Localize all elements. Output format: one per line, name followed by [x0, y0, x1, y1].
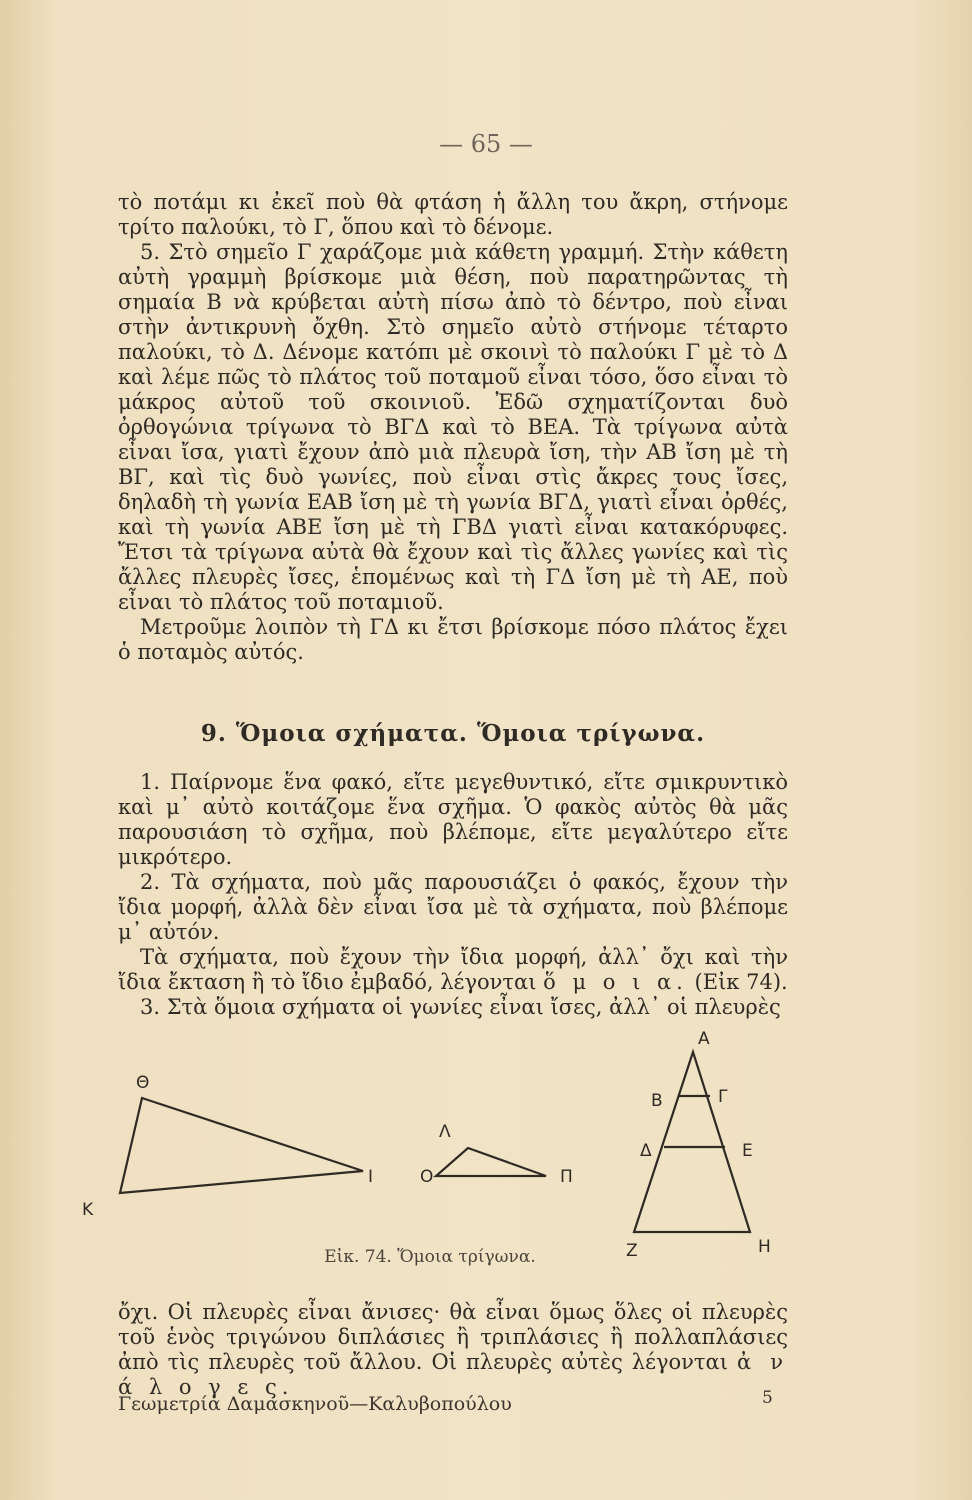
paragraph-definition — [118, 945, 788, 995]
figure-similar-triangles — [70, 1030, 830, 1280]
label-eta: Η — [758, 1237, 771, 1257]
paragraph-step-5: 5. Στὸ σημεῖο Γ χαράζομε μιὰ κάθετη γραμμή. Στὴν κάθετη αὐτὴ γραμμὴ βρίσκομε μιὰ θέση, ποὺ παρατηρῶντας τὴ σημαία Β νὰ κρύβεται αὐτὴ πίσω ἀπὸ τὸ δέντρο, ποὺ εἶναι στὴν ἀντικρυνὴ ὄχθη. Στὸ σημεῖο αὐτὸ στήνομε τέταρτο παλούκι, τὸ Δ. Δένομε κατόπι μὲ σκοινὶ τὸ παλούκι Γ μὲ τὸ Δ καὶ λέμε πῶς τὸ πλάτος τοῦ ποταμοῦ εἶναι τόσο, ὅσο εἶναι τὸ μάκρος αὐτοῦ τοῦ σκοινιοῦ. Ἐδῶ σχηματίζονται δυὸ ὀρθογώνια τρίγωνα τὸ ΒΓΔ καὶ τὸ ΒΕΑ. Τὰ τρίγωνα αὐτὰ εἶναι ἴσα, γιατὶ ἔχουν ἀπὸ μιὰ πλευρὰ ἴση, τὴν ΑΒ ἴση μὲ τὴ ΒΓ, καὶ τὶς δυὸ γωνίες, ποὺ εἶναι στὶς ἄκρες τους ἴσες, δηλαδὴ τὴ γωνία ΕΑΒ ἴση μὲ τὴ γωνία ΒΓΔ, γιατὶ εἶναι ὀρθές, καὶ τὴ γωνία ΑΒΕ ἴση μὲ τὴ ΓΒΔ γιατὶ εἶναι κατακόρυφες. Ἔτσι τὰ τρίγωνα αὐτὰ θὰ ἔχουν καὶ τὶς ἄλλες γωνίες καὶ τὶς ἄλλες πλευρὲς ἴσες, ἑπομένως καὶ τὴ ΓΔ ἴση μὲ τὴ ΑΕ, ποὺ εἶναι τὸ πλάτος τοῦ ποταμιοῦ. — [118, 240, 788, 614]
term-similar: ὅ μ ο ι α. — [543, 970, 688, 994]
label-zeta: Ζ — [626, 1241, 638, 1261]
section-heading: 9. Ὅμοια σχήματα. Ὅμοια τρίγωνα. — [200, 720, 706, 747]
paragraph-proportional — [118, 1300, 788, 1400]
page-number: — 65 — — [439, 130, 533, 158]
figure-reference: (Εἰκ 74). — [694, 970, 788, 994]
label-alpha: Α — [698, 1030, 710, 1049]
text-block-similar — [118, 770, 788, 1020]
label-epsilon: Ε — [742, 1141, 753, 1161]
label-gamma: Γ — [718, 1087, 728, 1107]
proportional-text: ὄχι. Οἱ πλευρὲς εἶναι ἄνισες· θὰ εἶναι ὅμως ὅλες οἱ πλευρὲς τοῦ ἑνὸς τριγώνου διπλάσιες ἢ τριπλάσιες ἢ πολλαπλάσιες ἀπὸ τὶς πλευρὲς τοῦ ἄλλου. Οἱ πλευρὲς αὐτὲς λέγονται — [118, 1300, 788, 1374]
text-block-proportional — [118, 1300, 788, 1400]
label-kappa: Κ — [82, 1200, 94, 1220]
paragraph-1: 1. Παίρνομε ἕνα φακό, εἴτε μεγεθυντικό, εἴτε σμικρυντικὸ καὶ μ᾽ αὐτὸ κοιτάζομε ἕνα σχῆμα. Ὁ φακὸς αὐτὸς θὰ μᾶς παρουσιάση τὸ σχῆμα, ποὺ βλέπομε, εἴτε μεγαλύτερο εἴτε μικρότερο. — [118, 770, 788, 869]
label-iota: Ι — [368, 1167, 374, 1187]
label-omicron: Ο — [420, 1167, 434, 1187]
text-block-river — [118, 190, 788, 665]
label-delta: Δ — [640, 1141, 652, 1161]
label-beta: Β — [651, 1091, 663, 1111]
triangle-lopi — [436, 1148, 546, 1176]
figure-caption: Εἰκ. 74. Ὅμοια τρίγωνα. — [324, 1247, 536, 1267]
footer-sheet-number: 5 — [762, 1388, 773, 1408]
paragraph-3: 3. Στὰ ὅμοια σχήματα οἱ γωνίες εἶναι ἴσες, ἀλλ᾽ οἱ πλευρὲς — [140, 995, 781, 1019]
label-theta: Θ — [136, 1073, 150, 1093]
triangle-kith — [120, 1098, 363, 1193]
paragraph-2: 2. Τὰ σχήματα, ποὺ μᾶς παρουσιάζει ὁ φακός, ἔχουν τὴν ἴδια μορφή, ἀλλὰ δὲν εἶναι ἴσα μὲ τὰ σχήματα, ποὺ βλέπομε μ᾽ αὐτόν. — [118, 870, 788, 944]
footer-book-title: Γεωμετρία Δαμασκηνοῦ—Καλυβοπούλου — [118, 1393, 512, 1415]
label-lambda: Λ — [439, 1122, 451, 1142]
triangles-drawing — [70, 1030, 830, 1280]
label-pi: Π — [560, 1167, 573, 1187]
term-proportional: ἀ ν ά λ ο γ ε ς. — [118, 1350, 789, 1399]
definition-text: Τὰ σχήματα, ποὺ ἔχουν τὴν ἴδια μορφή, ἀλλ᾽ ὄχι καὶ τὴν ἴδια ἔκταση ἢ τὸ ἴδιο ἐμβαδό, λέγονται — [118, 945, 788, 994]
paragraph-conclusion: Μετροῦμε λοιπὸν τὴ ΓΔ κι ἔτσι βρίσκομε πόσο πλάτος ἔχει ὁ ποταμὸς αὐτός. — [118, 615, 788, 664]
paragraph-continuation: τὸ ποτάμι κι ἐκεῖ ποὺ θὰ φτάση ἡ ἄλλη του ἄκρη, στήνομε τρίτο παλούκι, τὸ Γ, ὅπου καὶ τὸ δένομε. — [118, 190, 788, 239]
